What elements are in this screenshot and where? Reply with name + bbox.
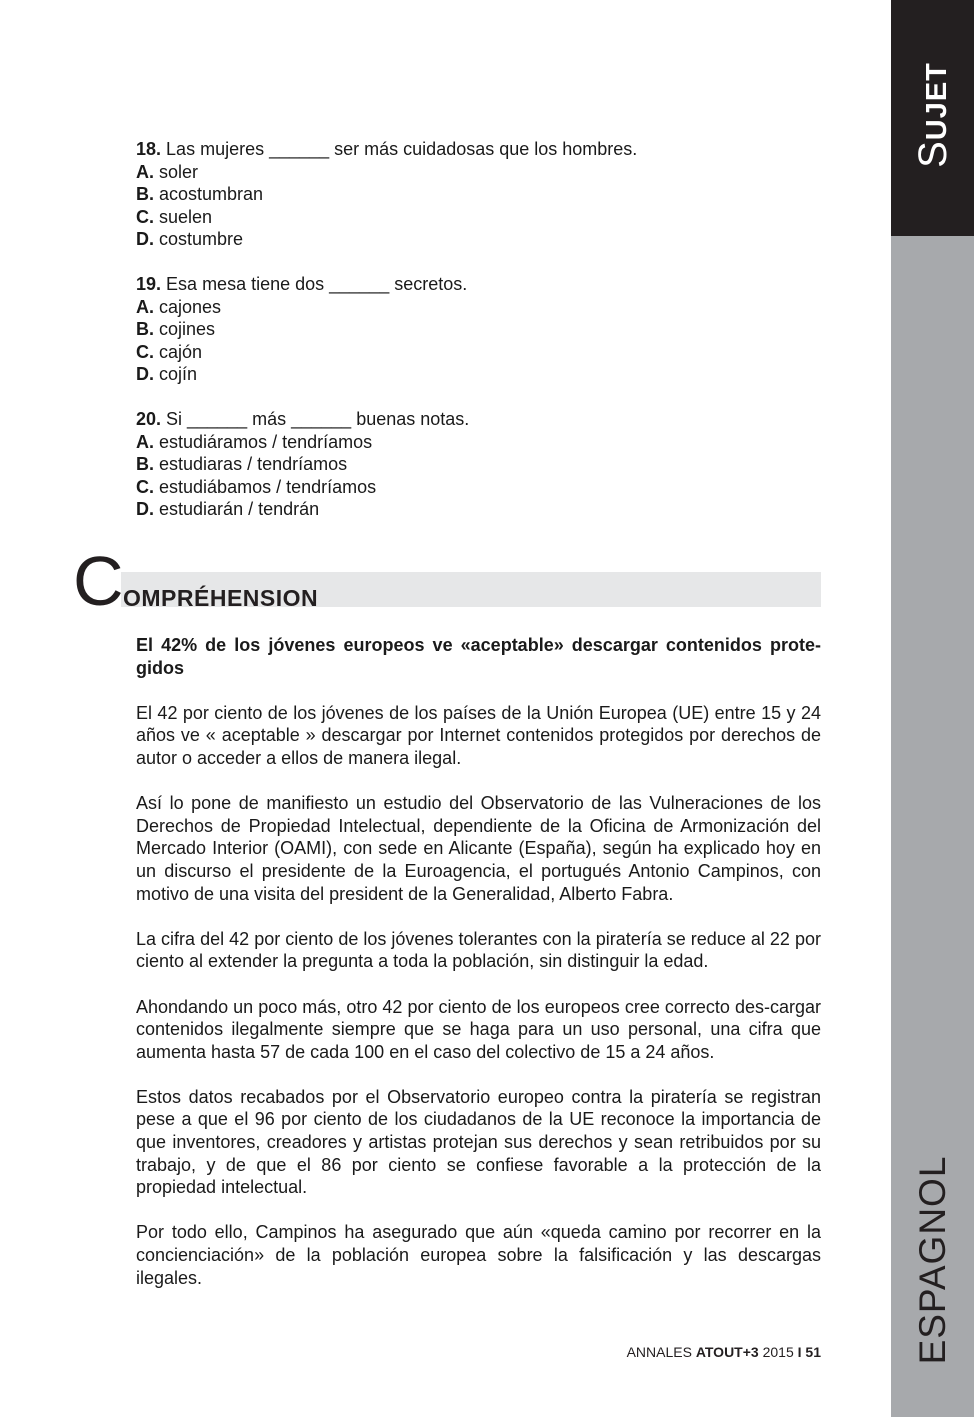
option-letter: B. bbox=[136, 454, 154, 475]
option-a bbox=[136, 161, 821, 184]
option-b bbox=[136, 453, 821, 476]
question-prompt bbox=[136, 273, 821, 296]
footer-prefix: ANNALES bbox=[626, 1344, 692, 1360]
question-number: 18. bbox=[136, 139, 162, 159]
option-text: cajones bbox=[159, 296, 222, 317]
option-b bbox=[136, 183, 821, 206]
option-letter: D. bbox=[136, 499, 154, 520]
option-d bbox=[136, 498, 821, 521]
option-text: estudiáramos / tendríamos bbox=[159, 431, 373, 452]
option-b bbox=[136, 318, 821, 341]
question-text: Las mujeres ______ ser más cuidadosas que los hombres. bbox=[166, 139, 638, 159]
option-text: estudiábamos / tendríamos bbox=[159, 476, 377, 497]
option-text: cajón bbox=[159, 341, 203, 362]
option-letter: B. bbox=[136, 319, 154, 340]
question-number: 20. bbox=[136, 409, 162, 429]
option-letter: D. bbox=[136, 229, 154, 250]
option-text: costumbre bbox=[159, 229, 244, 250]
questions-block bbox=[136, 273, 821, 386]
section-heading-initial: C bbox=[73, 542, 122, 620]
footer-brand: ATOUT+3 bbox=[695, 1344, 759, 1360]
option-a bbox=[136, 296, 821, 319]
page-footer bbox=[627, 1344, 821, 1360]
option-text: suelen bbox=[159, 206, 213, 227]
question-19 bbox=[136, 273, 821, 386]
option-c bbox=[136, 206, 821, 229]
option-text: estudiaras / tendríamos bbox=[159, 454, 348, 475]
article-headline: El 42% de los jóvenes europeos ve «aceptable» descargar contenidos prote-gidos bbox=[136, 635, 821, 678]
option-letter: A. bbox=[136, 431, 154, 452]
option-d bbox=[136, 363, 821, 386]
sujet-label: SUJET bbox=[911, 62, 955, 168]
option-text: soler bbox=[159, 161, 199, 182]
option-c bbox=[136, 476, 821, 499]
question-prompt bbox=[136, 408, 821, 431]
footer-year: 2015 bbox=[762, 1344, 794, 1360]
article-paragraph: Por todo ello, Campinos ha asegurado que aún «queda camino por recorrer en la concienciación» de la población europea sobre la falsificación y las descargas ilegales. bbox=[136, 1222, 821, 1288]
option-a bbox=[136, 431, 821, 454]
article-paragraph: El 42 por ciento de los jóvenes de los países de la Unión Europea (UE) entre 15 y 24 años ve « aceptable » descargar por Internet contenidos protegidos por derechos de autor o acceder a ellos de manera ilegal. bbox=[136, 702, 821, 768]
subject-label: ESPAGNOL bbox=[912, 1155, 953, 1365]
article-paragraph: Así lo pone de manifiesto un estudio del Observatorio de las Vulneraciones de los Derechos de Propiedad Intelectual, dependiente de la Oficina de Armonización del Mercado Interior (OAMI), con sede en Alicante (España), según ha explicado hoy en un discurso el presidente de la Euroagencia, el portugués Antonio Campinos, con motivo de una visita del president de la Generalidad, Alberto Fabra. bbox=[136, 793, 821, 904]
option-letter: A. bbox=[136, 161, 154, 182]
option-c bbox=[136, 341, 821, 364]
option-letter: B. bbox=[136, 184, 154, 205]
question-prompt bbox=[136, 138, 821, 161]
page-number: I 51 bbox=[797, 1344, 821, 1360]
option-d bbox=[136, 228, 821, 251]
article-paragraph: Ahondando un poco más, otro 42 por ciento de los europeos cree correcto des-cargar contenidos ilegalmente siempre que se haga para un uso personal, una cifra que aumenta hasta 57 de cada 100 en el caso del colectivo de 15 a 24 años. bbox=[136, 996, 821, 1062]
article-paragraph: La cifra del 42 por ciento de los jóvenes tolerantes con la piratería se reduce al 22 por ciento al extender la pregunta a toda la población, sin distinguir la edad. bbox=[136, 928, 821, 972]
option-text: cojín bbox=[159, 364, 198, 385]
option-text: estudiarán / tendrán bbox=[159, 499, 320, 520]
question-20 bbox=[136, 408, 821, 521]
article bbox=[136, 634, 821, 1312]
question-text: Si ______ más ______ buenas notas. bbox=[166, 409, 470, 429]
question-text: Esa mesa tiene dos ______ secretos. bbox=[166, 274, 468, 294]
option-letter: C. bbox=[136, 206, 154, 227]
article-paragraph: Estos datos recabados por el Observatorio europeo contra la piratería se registran pese a que el 96 por ciento de los ciudadanos de la UE reconoce la importancia de que inventores, creadores y artistas protejan sus derechos y sean retribuidos por su trabajo, y de que el 86 por ciento se confiese favorable a la protección de la propiedad intelectual. bbox=[136, 1086, 821, 1198]
option-letter: A. bbox=[136, 296, 154, 317]
section-heading-title: OMPRÉHENSION bbox=[123, 585, 319, 611]
option-text: acostumbran bbox=[159, 184, 264, 205]
questions-block bbox=[136, 408, 821, 521]
question-number: 19. bbox=[136, 274, 162, 294]
question-18 bbox=[136, 138, 821, 251]
option-letter: C. bbox=[136, 476, 154, 497]
option-letter: D. bbox=[136, 364, 154, 385]
option-letter: C. bbox=[136, 341, 154, 362]
option-text: cojines bbox=[159, 319, 216, 340]
questions-block bbox=[136, 138, 821, 251]
